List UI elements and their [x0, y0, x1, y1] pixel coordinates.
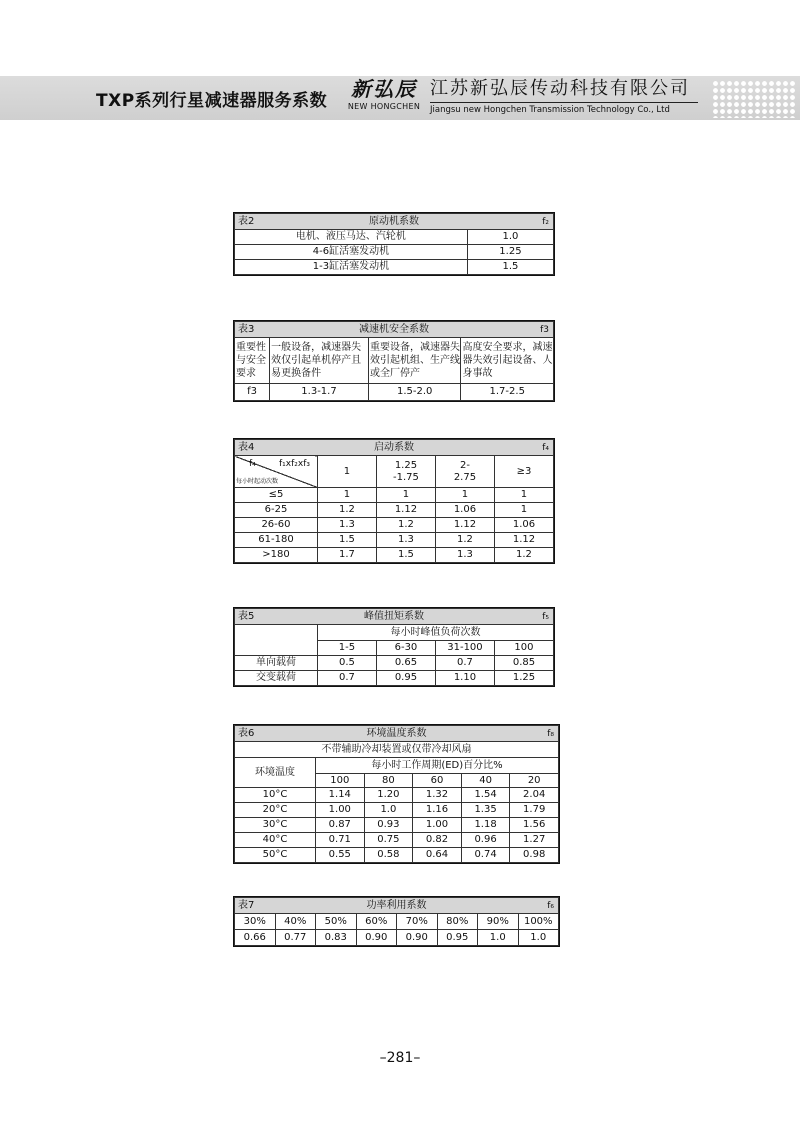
table-cell: 1.06	[435, 503, 494, 518]
table-cell: 1.35	[461, 803, 510, 818]
table-row	[235, 758, 559, 774]
table-row	[235, 245, 554, 260]
table-row	[235, 818, 559, 833]
table-cell: 1.14	[316, 788, 365, 803]
group-header: 每小时峰值负荷次数	[317, 625, 553, 641]
table-cell: >180	[235, 548, 318, 563]
table-cell: 1.3-1.7	[270, 384, 369, 401]
table-row	[235, 548, 554, 563]
table-cell: 1.5-2.0	[368, 384, 461, 401]
table-cell: 1.00	[316, 803, 365, 818]
table-cell: 2.04	[510, 788, 559, 803]
table-cell: 31-100	[435, 641, 494, 656]
table-cell: 1.2	[435, 533, 494, 548]
table-cell: 1.0	[364, 803, 413, 818]
table-cell: 1	[317, 488, 376, 503]
table-cell: 61-180	[235, 533, 318, 548]
table-cell: 1.06	[494, 518, 553, 533]
table-cell: 1.12	[494, 533, 553, 548]
table-cell: 1	[494, 488, 553, 503]
table-cell: 重要设备，减速器失效引起机组、生产线或全厂停产	[368, 338, 461, 384]
table-cell: 1.12	[376, 503, 435, 518]
table-row	[235, 788, 559, 803]
factor-symbol: f₆	[547, 901, 554, 911]
table-3-header-row	[235, 322, 554, 338]
table-cell-empty	[235, 625, 318, 656]
table-title: 原动机系数	[369, 215, 419, 227]
table-cell: 电机、液压马达、汽轮机	[235, 230, 468, 245]
table-cell: 0.90	[397, 930, 438, 946]
table-cell: 6-25	[235, 503, 318, 518]
table-cell: 0.58	[364, 848, 413, 863]
factor-symbol: f₈	[547, 729, 554, 739]
table-cell: 20	[510, 774, 559, 788]
table-row	[235, 833, 559, 848]
table-cell: 30%	[235, 914, 276, 930]
table-cell: 1.7	[317, 548, 376, 563]
table-2-header-row	[235, 214, 554, 230]
table-row	[235, 625, 554, 641]
table-cell: 70%	[397, 914, 438, 930]
table-cell: 0.5	[317, 656, 376, 671]
table-row	[235, 930, 559, 946]
table-3-safety-factor	[233, 320, 555, 402]
factor-symbol: f₅	[542, 612, 549, 622]
table-cell: 0.98	[510, 848, 559, 863]
table-cell: 1.27	[510, 833, 559, 848]
table-cell: 1.12	[435, 518, 494, 533]
table-cell: 0.95	[376, 671, 435, 686]
table-row	[235, 742, 559, 758]
table-cell: 0.55	[316, 848, 365, 863]
table-cell: 0.7	[435, 656, 494, 671]
diagonal-header-cell	[235, 456, 318, 488]
table-cell: 1.18	[461, 818, 510, 833]
table-cell: 0.65	[376, 656, 435, 671]
table-cell: 单向载荷	[235, 656, 318, 671]
table-4-start-factor	[233, 438, 555, 564]
table-cell: 1.10	[435, 671, 494, 686]
table-cell: 100	[494, 641, 553, 656]
table-cell: 20°C	[235, 803, 316, 818]
table-cell: f3	[235, 384, 270, 401]
table-row	[235, 384, 554, 401]
table-title: 峰值扭矩系数	[364, 610, 424, 622]
logo-english: NEW HONGCHEN	[347, 102, 421, 111]
table-cell: 0.75	[364, 833, 413, 848]
table-title: 功率利用系数	[366, 899, 427, 911]
table-row	[235, 671, 554, 686]
table-cell: 40%	[275, 914, 316, 930]
table-cell: 0.82	[413, 833, 462, 848]
table-title: 启动系数	[374, 441, 414, 453]
table-cell: 0.74	[461, 848, 510, 863]
table-cell: 40°C	[235, 833, 316, 848]
table-cell: 0.7	[317, 671, 376, 686]
table-cell: 1	[317, 456, 376, 488]
table-cell: 1.3	[435, 548, 494, 563]
factor-symbol: f₄	[542, 443, 549, 453]
table-row	[235, 338, 554, 384]
table-cell: 一般设备，减速器失效仅引起单机停产且易更换备件	[270, 338, 369, 384]
table-cell: 1.3	[317, 518, 376, 533]
table-cell: 1.2	[494, 548, 553, 563]
table-cell: 1.16	[413, 803, 462, 818]
company-block	[430, 76, 710, 117]
table-label: 表5	[238, 611, 255, 622]
table-cell: 0.96	[461, 833, 510, 848]
table-row	[235, 518, 554, 533]
table-cell: 1-5	[317, 641, 376, 656]
table-cell: 6-30	[376, 641, 435, 656]
table-cell: 0.87	[316, 818, 365, 833]
table-row	[235, 260, 554, 275]
table-cell: 100%	[518, 914, 559, 930]
table-cell: 0.85	[494, 656, 553, 671]
table-cell: 1.0	[518, 930, 559, 946]
table-2-prime-mover	[233, 212, 555, 276]
table-cell: 0.66	[235, 930, 276, 946]
table-row	[235, 656, 554, 671]
table-cell: 1	[376, 488, 435, 503]
table-row	[235, 488, 554, 503]
company-name-en: Jiangsu new Hongchen Transmission Technology Co., Ltd	[430, 105, 670, 115]
table-cell: 1.3	[376, 533, 435, 548]
table-title: 环境温度系数	[366, 727, 427, 739]
table-cell: 1.54	[461, 788, 510, 803]
table-row	[235, 456, 554, 488]
table-cell: 0.83	[316, 930, 357, 946]
table-label: 表3	[238, 324, 255, 335]
table-cell: 50%	[316, 914, 357, 930]
row-header: 环境温度	[235, 758, 316, 788]
table-7-power-utilization	[233, 896, 560, 947]
table-cell: 高度安全要求，减速器失效引起设备、人身事故	[461, 338, 554, 384]
table-cell: 0.95	[437, 930, 478, 946]
table-cell: 0.64	[413, 848, 462, 863]
table-cell: 1.32	[413, 788, 462, 803]
table-row	[235, 848, 559, 863]
table-cell: 1	[494, 503, 553, 518]
table-cell: ≥3	[494, 456, 553, 488]
company-name-cn: 江苏新弘辰传动科技有限公司	[430, 78, 690, 99]
page-number: –281–	[379, 1050, 421, 1066]
table-cell: 40	[461, 774, 510, 788]
table-cell: 1.0	[478, 930, 519, 946]
corner-label-top: f₄	[249, 459, 256, 469]
table-subtitle: 不带辅助冷却装置或仅带冷却风扇	[235, 742, 559, 758]
table-label: 表7	[238, 900, 255, 911]
table-cell: 1.5	[376, 548, 435, 563]
table-label: 表6	[238, 728, 255, 739]
table-cell: 0.90	[356, 930, 397, 946]
table-cell: 100	[316, 774, 365, 788]
table-cell: 60%	[356, 914, 397, 930]
table-label: 表2	[238, 216, 255, 227]
table-5-header-row	[235, 609, 554, 625]
header-title: TXP系列行星减速器服务系数	[96, 91, 328, 111]
brand-logo	[338, 76, 430, 120]
table-cell: 1.5	[317, 533, 376, 548]
table-cell: 1.0	[467, 230, 553, 245]
logo-chinese: 新弘辰	[351, 77, 417, 101]
factor-symbol: f3	[540, 325, 549, 335]
table-cell: 1.79	[510, 803, 559, 818]
table-cell: 1.7-2.5	[461, 384, 554, 401]
table-cell: 60	[413, 774, 462, 788]
table-cell: 0.93	[364, 818, 413, 833]
table-row	[235, 914, 559, 930]
table-row	[235, 230, 554, 245]
table-cell: 1.00	[413, 818, 462, 833]
table-4-header-row	[235, 440, 554, 456]
table-cell: 1-3缸活塞发动机	[235, 260, 468, 275]
table-cell: 1.56	[510, 818, 559, 833]
table-cell: 1.25 -1.75	[376, 456, 435, 488]
table-title: 减速机安全系数	[359, 323, 429, 335]
table-cell: 4-6缸活塞发动机	[235, 245, 468, 260]
table-cell: 1.2	[317, 503, 376, 518]
table-6-header-row	[235, 726, 559, 742]
group-header: 每小时工作周期(ED)百分比%	[316, 758, 559, 774]
corner-label-bottom: 每小时起动次数	[236, 478, 279, 485]
table-cell: 10°C	[235, 788, 316, 803]
table-cell: 0.71	[316, 833, 365, 848]
factor-symbol: f₂	[542, 217, 549, 227]
table-cell: 1.20	[364, 788, 413, 803]
table-cell: 50°C	[235, 848, 316, 863]
table-cell: 0.77	[275, 930, 316, 946]
table-5-peak-torque	[233, 607, 555, 687]
table-cell: 1.25	[494, 671, 553, 686]
table-6-ambient-temperature	[233, 724, 560, 864]
table-7-header-row	[235, 898, 559, 914]
table-cell: 30°C	[235, 818, 316, 833]
table-cell: 1.25	[467, 245, 553, 260]
table-cell: 重要性与安全要求	[235, 338, 270, 384]
page-header	[0, 76, 800, 120]
dot-pattern-decoration	[712, 80, 796, 118]
table-label: 表4	[238, 442, 255, 453]
table-cell: 1.5	[467, 260, 553, 275]
table-cell: 90%	[478, 914, 519, 930]
table-row	[235, 533, 554, 548]
table-cell: 交变载荷	[235, 671, 318, 686]
table-cell: 2- 2.75	[435, 456, 494, 488]
table-row	[235, 503, 554, 518]
table-cell: ≤5	[235, 488, 318, 503]
table-cell: 80%	[437, 914, 478, 930]
table-row	[235, 803, 559, 818]
table-cell: 1.2	[376, 518, 435, 533]
table-cell: 26-60	[235, 518, 318, 533]
corner-label-mid: f₁xf₂xf₃	[279, 459, 310, 469]
table-cell: 80	[364, 774, 413, 788]
table-cell: 1	[435, 488, 494, 503]
